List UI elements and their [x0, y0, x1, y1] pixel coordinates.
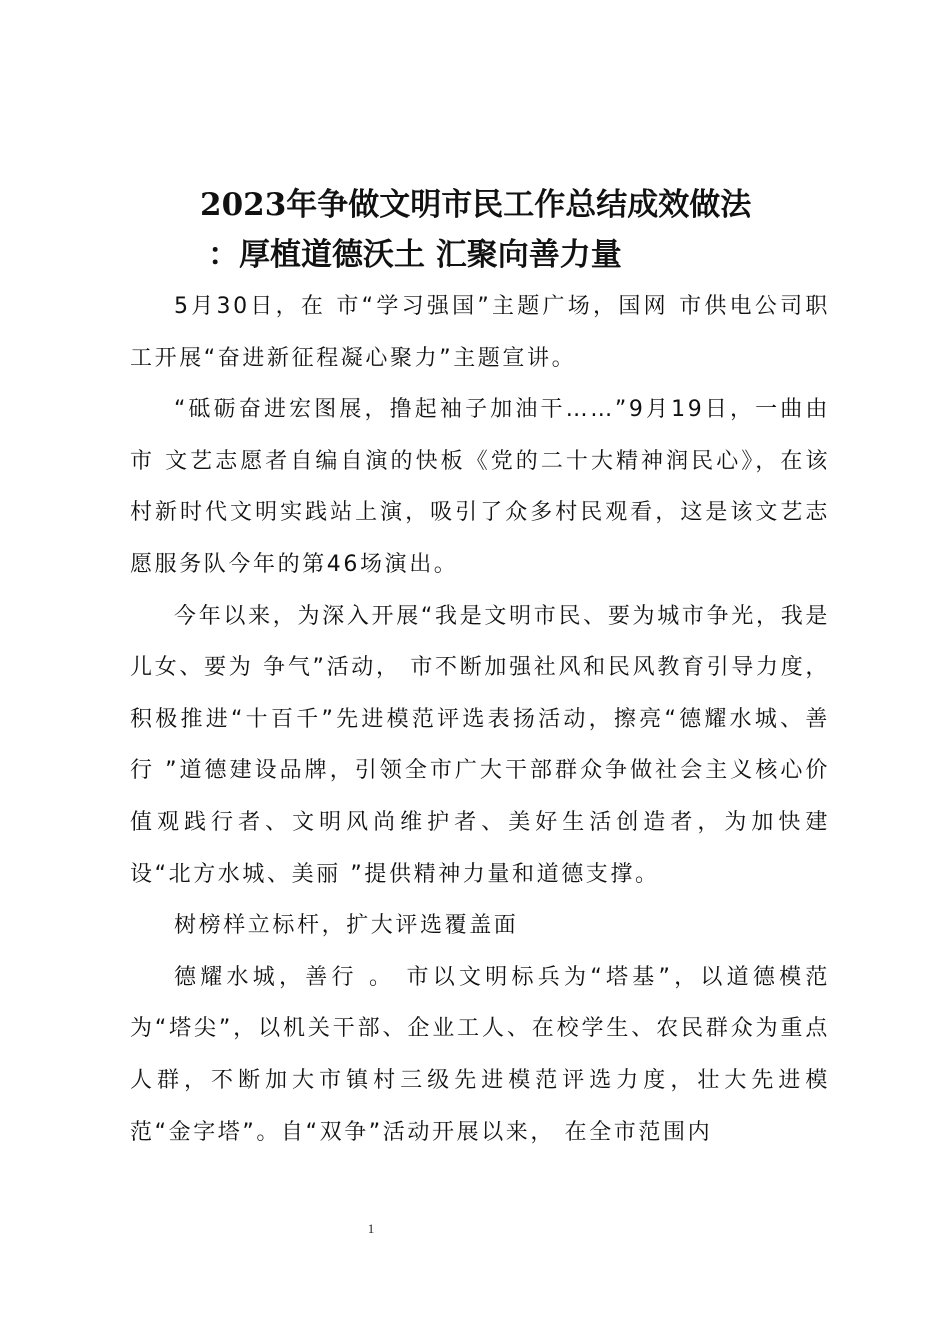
section-heading: 树榜样立标杆，扩大评选覆盖面	[174, 913, 519, 939]
page-number: 1	[367, 1221, 375, 1236]
paragraph-4: 德耀水城，善行 。 市以文明标兵为“塔基”，以道德模范为“塔尖”，以机关干部、企业工人、在校学生、农民群众为重点人群，不断加大市镇村三级先进模范评选力度，壮大先进模范“金字塔”。自“双争”活动开展以来， 在全市范围内	[130, 964, 830, 1145]
paragraph-3: 今年以来，为深入开展“我是文明市民、要为城市争光，我是 儿女、要为 争气”活动， 市不断加强社风和民风教育引导力度，积极推进“十百千”先进模范评选表扬活动，擦亮“德耀水城、善行 ”道德建设品牌，引领全市广大干部群众争做社会主义核心价值观践行者、文明风尚维护者、美好生活创造者，为加快建设“北方水城、美丽 ”提供精神力量和道德支撑。	[130, 603, 830, 887]
document-body	[130, 281, 830, 1158]
paragraph-2: “砥砺奋进宏图展，撸起袖子加油干……”9月19日，一曲由 市 文艺志愿者自编自演的快板《党的二十大精神润民心》，在该村新时代文明实践站上演，吸引了众多村民观看，这是该文艺志愿服务队今年的第46场演出。	[130, 397, 830, 577]
document-title	[130, 180, 830, 280]
title-line-1: 2023年争做文明市民工作总结成效做法	[200, 187, 752, 223]
title-line-2: ：厚植道德沃土 汇聚向善力量	[208, 237, 622, 273]
paragraph-1: 5月30日，在 市“学习强国”主题广场，国网 市供电公司职工开展“奋进新征程凝心聚力”主题宣讲。	[130, 294, 830, 371]
